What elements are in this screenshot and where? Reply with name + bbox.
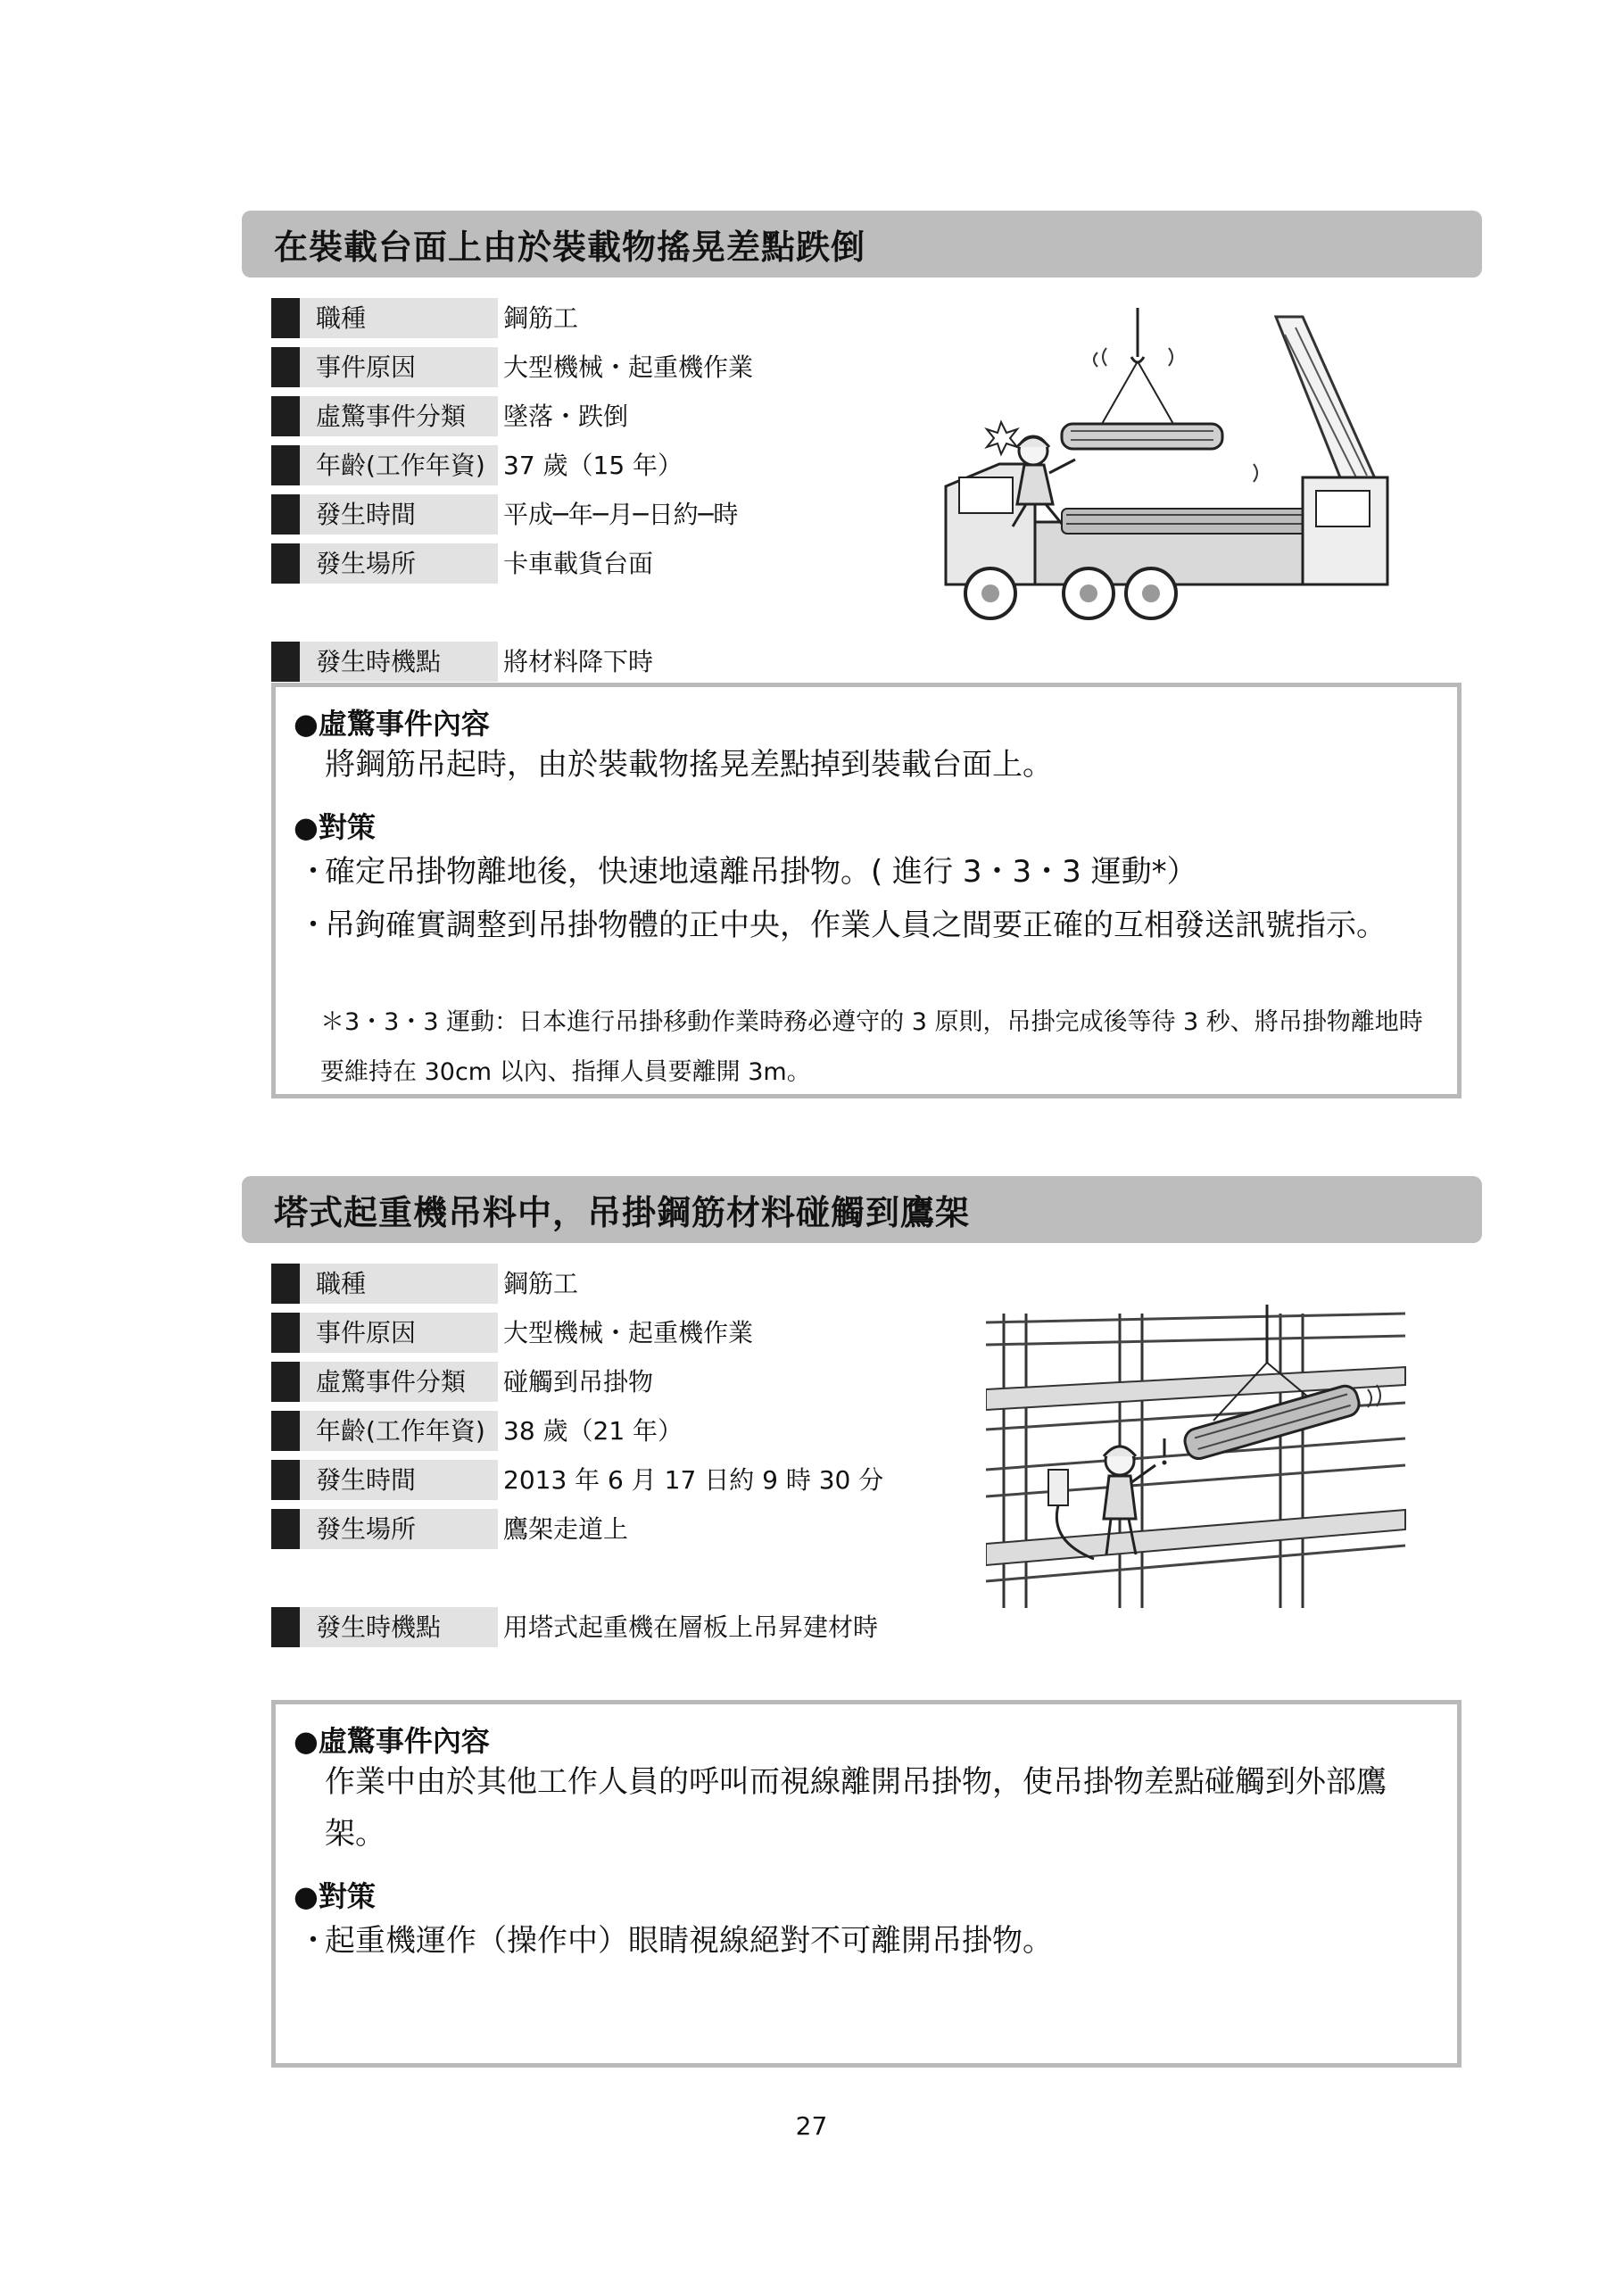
content-heading: ●虛驚事件內容 bbox=[294, 1724, 490, 1758]
info-value: 平成─年─月─日約─時 bbox=[503, 500, 739, 529]
info-label: 發生時機點 bbox=[300, 642, 498, 682]
info-row-age bbox=[271, 445, 683, 485]
row-marker bbox=[271, 1264, 300, 1304]
info-row-category bbox=[271, 1362, 653, 1402]
info-label: 發生場所 bbox=[300, 543, 498, 584]
info-row-cause bbox=[271, 347, 753, 387]
info-row-time bbox=[271, 1460, 883, 1500]
row-marker bbox=[271, 642, 300, 682]
measure-item: 起重機運作（操作中）眼睛視線絕對不可離開吊掛物。 bbox=[325, 1923, 1053, 1959]
row-marker bbox=[271, 543, 300, 584]
measure-item: 吊鉤確實調整到吊掛物體的正中央，作業人員之間要正確的互相發送訊號指示。 bbox=[325, 908, 1387, 943]
info-row-timing bbox=[271, 642, 653, 682]
info-label: 發生時間 bbox=[300, 494, 498, 535]
measure-item: 確定吊掛物離地後，快速地遠離吊掛物。( 進行 3・3・3 運動*） bbox=[325, 854, 1197, 890]
info-value: 鋼筋工 bbox=[503, 303, 579, 333]
info-value: 大型機械・起重機作業 bbox=[503, 352, 754, 382]
info-value: 38 歲（21 年） bbox=[503, 1416, 683, 1446]
info-label: 事件原因 bbox=[300, 347, 498, 387]
row-marker bbox=[271, 396, 300, 436]
content-heading: ●虛驚事件內容 bbox=[294, 707, 490, 741]
section-2-title bbox=[242, 1176, 1482, 1243]
section-2-content-box bbox=[271, 1700, 1462, 2068]
info-value: 大型機械・起重機作業 bbox=[503, 1318, 754, 1347]
row-marker bbox=[271, 445, 300, 485]
info-value: 用塔式起重機在層板上吊昇建材時 bbox=[503, 1612, 879, 1642]
footnote: ＊3・3・3 運動：日本進行吊掛移動作業時務必遵守的 3 原則，吊掛完成後等待 3 秒、將吊掛物離地時要維持在 30cm 以內、指揮人員要離開 3m。 bbox=[320, 1008, 1423, 1086]
measures-heading: ●對策 bbox=[294, 1879, 376, 1913]
section-1-title-text: 在裝載台面上由於裝載物搖晃差點跌倒 bbox=[274, 228, 866, 267]
row-marker bbox=[271, 1362, 300, 1402]
info-label: 虛驚事件分類 bbox=[300, 396, 498, 436]
info-label: 虛驚事件分類 bbox=[300, 1362, 498, 1402]
page-number: 27 bbox=[795, 2111, 828, 2141]
info-row-place bbox=[271, 1509, 628, 1549]
info-row-time bbox=[271, 494, 738, 535]
row-marker bbox=[271, 1607, 300, 1647]
section-2-title-text: 塔式起重機吊料中，吊掛鋼筋材料碰觸到鷹架 bbox=[274, 1193, 971, 1232]
info-row-job bbox=[271, 1264, 578, 1304]
info-value: 將材料降下時 bbox=[503, 647, 654, 676]
info-value: 37 歲（15 年） bbox=[503, 451, 683, 480]
content-text: 將鋼筋吊起時，由於裝載物搖晃差點掉到裝載台面上。 bbox=[325, 747, 1053, 783]
info-label: 職種 bbox=[300, 298, 498, 338]
bullet-mark: ・ bbox=[298, 854, 328, 890]
info-row-timing bbox=[271, 1607, 878, 1647]
info-row-age bbox=[271, 1411, 683, 1451]
info-row-place bbox=[271, 543, 653, 584]
info-row-job bbox=[271, 298, 578, 338]
info-row-cause bbox=[271, 1313, 753, 1353]
info-label: 發生時間 bbox=[300, 1460, 498, 1500]
info-label: 年齡(工作年資) bbox=[300, 1411, 498, 1451]
info-value: 2013 年 6 月 17 日約 9 時 30 分 bbox=[503, 1465, 884, 1495]
info-value: 鷹架走道上 bbox=[503, 1514, 629, 1544]
section-1-content-box bbox=[271, 683, 1462, 1098]
info-value: 卡車載貨台面 bbox=[503, 549, 654, 578]
info-row-category bbox=[271, 396, 628, 436]
content-text: 作業中由於其他工作人員的呼叫而視線離開吊掛物，使吊掛物差點碰觸到外部鷹架。 bbox=[325, 1764, 1387, 1852]
row-marker bbox=[271, 1411, 300, 1451]
row-marker bbox=[271, 494, 300, 535]
row-marker bbox=[271, 298, 300, 338]
info-label: 發生時機點 bbox=[300, 1607, 498, 1647]
info-label: 職種 bbox=[300, 1264, 498, 1304]
bullet-mark: ・ bbox=[298, 908, 328, 943]
measures-heading: ●對策 bbox=[294, 810, 376, 844]
row-marker bbox=[271, 1509, 300, 1549]
info-value: 鋼筋工 bbox=[503, 1269, 579, 1298]
info-label: 發生場所 bbox=[300, 1509, 498, 1549]
info-value: 碰觸到吊掛物 bbox=[503, 1367, 654, 1397]
info-label: 年齡(工作年資) bbox=[300, 445, 498, 485]
scaffold-illustration bbox=[986, 1305, 1414, 1612]
row-marker bbox=[271, 1460, 300, 1500]
section-1-title bbox=[242, 211, 1482, 278]
truck-crane-illustration bbox=[928, 308, 1392, 638]
row-marker bbox=[271, 1313, 300, 1353]
info-value: 墜落・跌倒 bbox=[503, 402, 629, 431]
bullet-mark: ・ bbox=[298, 1923, 328, 1959]
info-label: 事件原因 bbox=[300, 1313, 498, 1353]
row-marker bbox=[271, 347, 300, 387]
